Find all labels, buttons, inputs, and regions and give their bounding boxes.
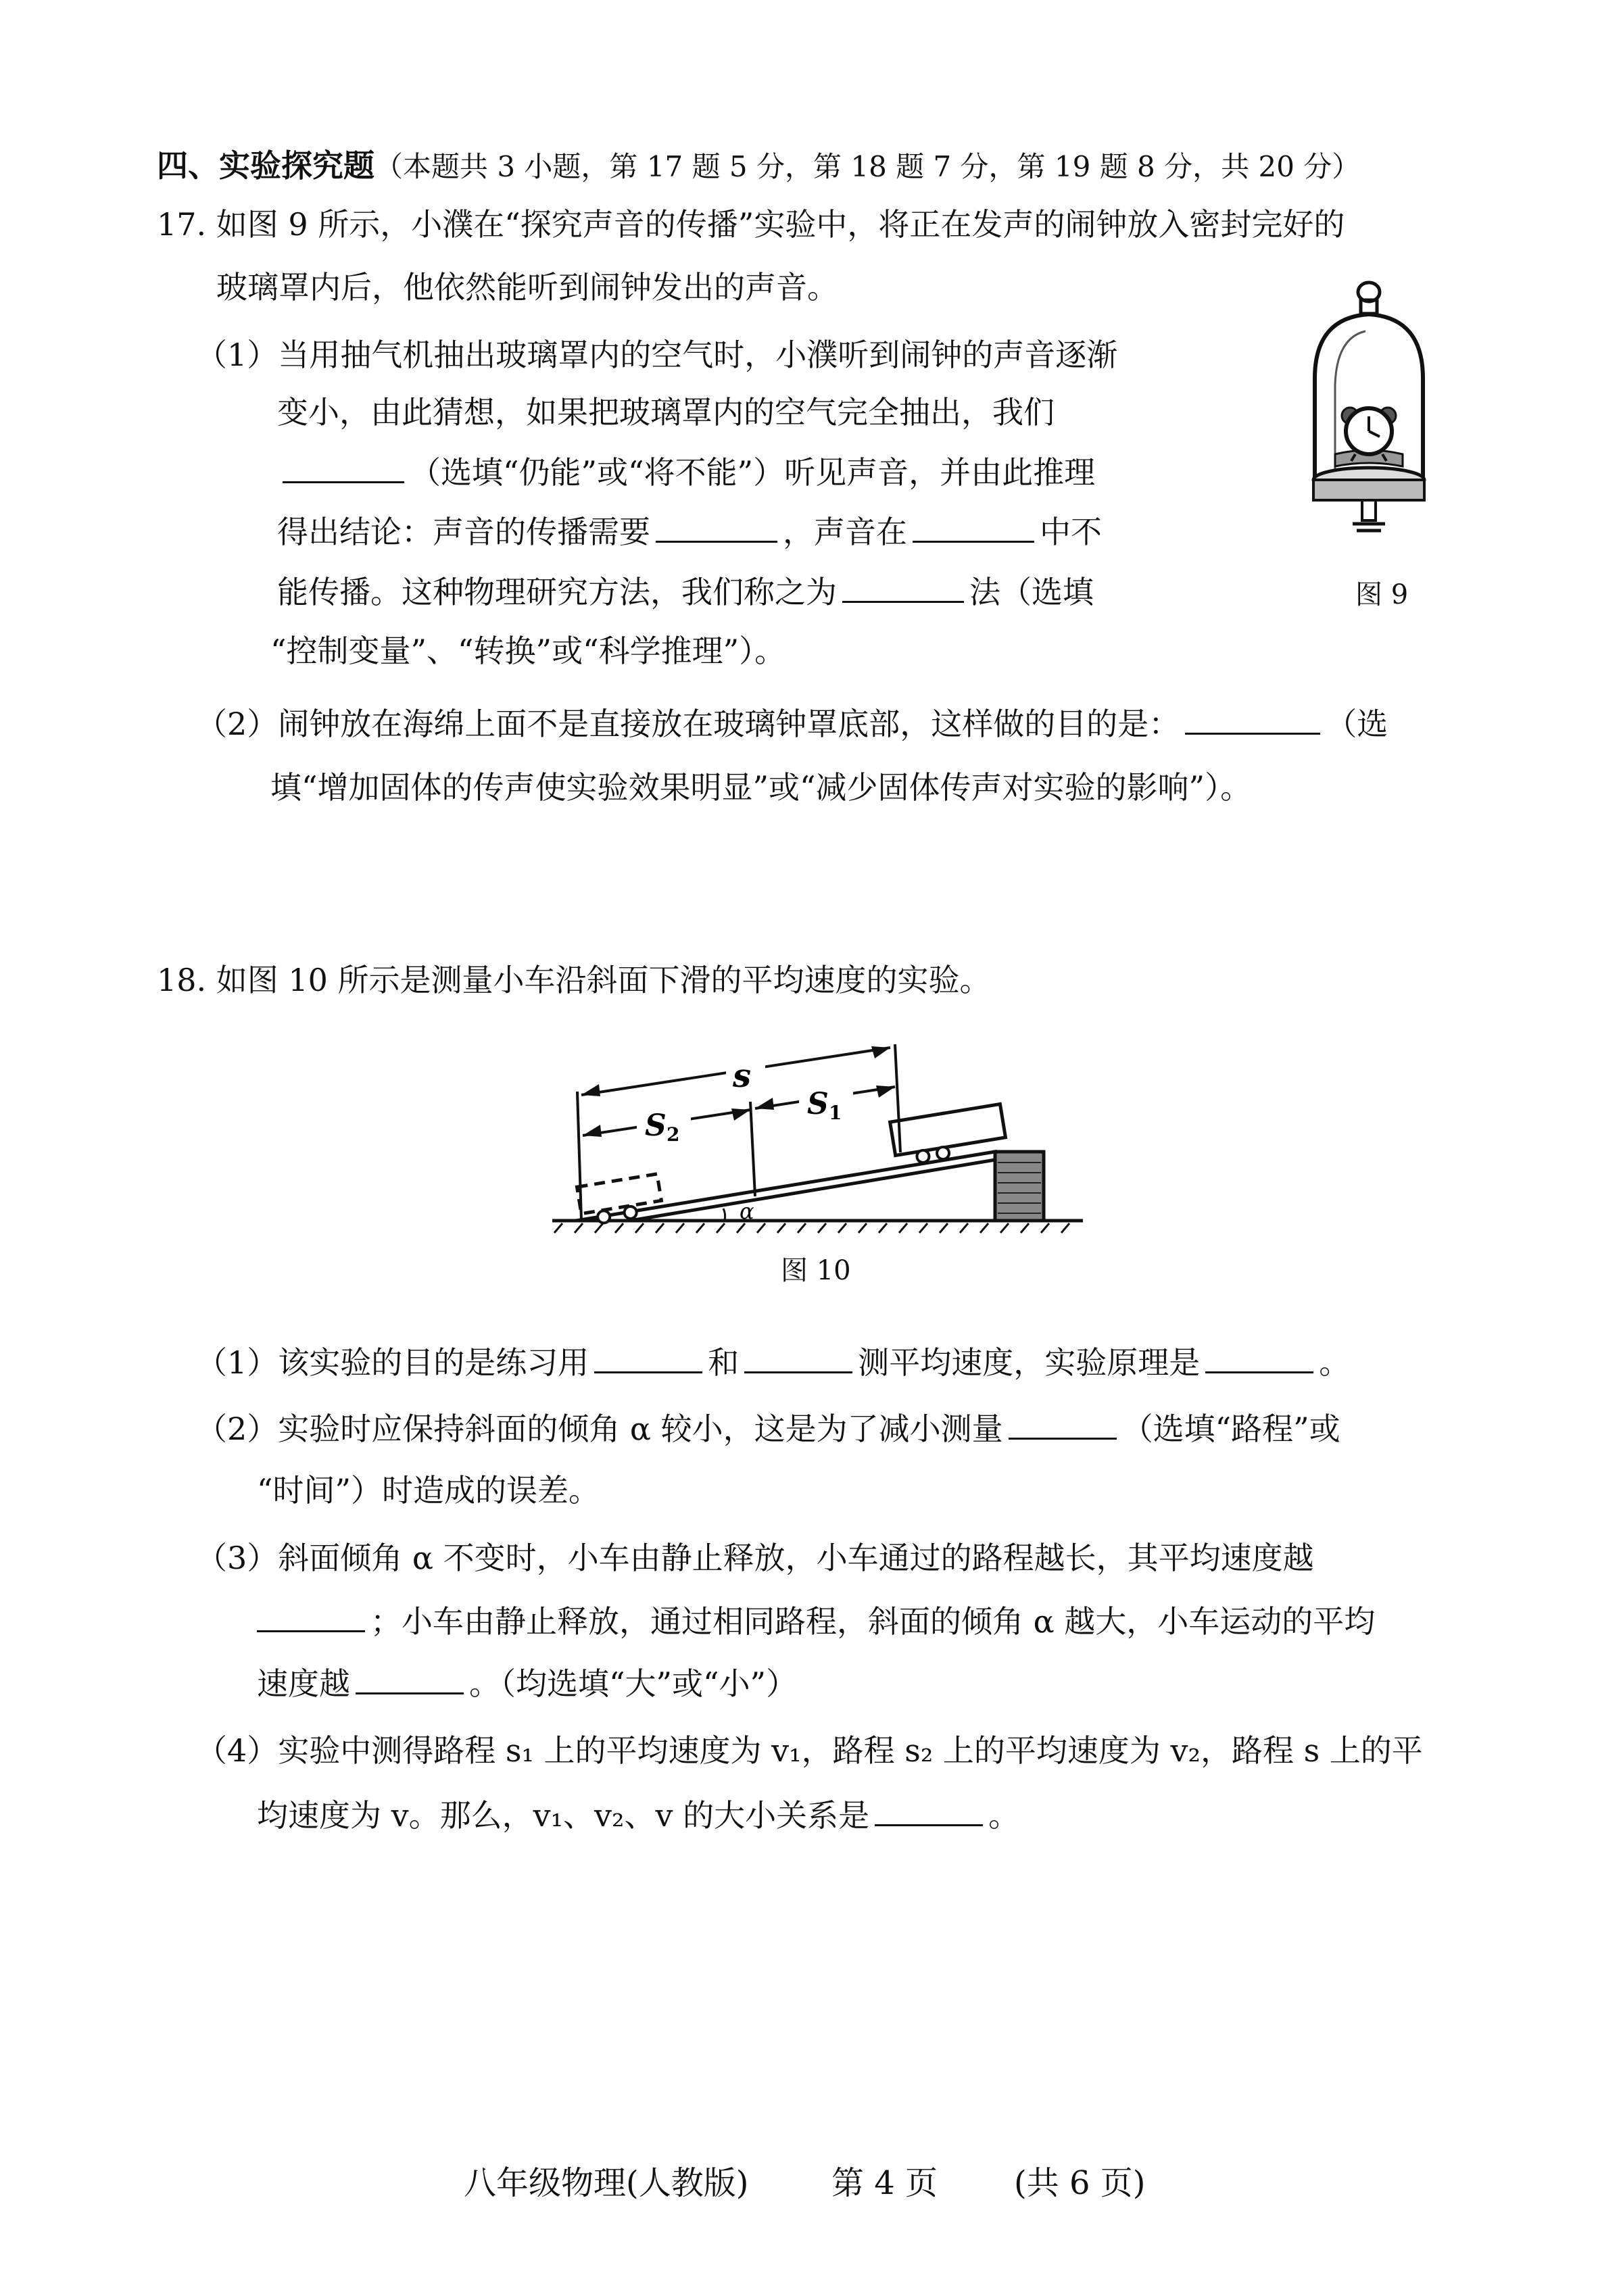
label-s: s <box>733 1057 752 1095</box>
q18-part2-text-1a: （2）实验时应保持斜面的倾角 α 较小，这是为了减小测量 <box>196 1411 1003 1447</box>
answer-blank[interactable] <box>842 571 964 603</box>
q17-part2-text-1a: （2）闹钟放在海绵上面不是直接放在玻璃钟罩底部，这样做的目的是： <box>196 706 1180 742</box>
incline-figure <box>549 1027 1090 1250</box>
q18-part3-line-3 <box>257 1663 797 1704</box>
q17-part2-line-2: 填“增加固体的传声使实验效果明显”或“减少固体传声对实验的影响”）。 <box>270 769 1252 806</box>
answer-blank[interactable] <box>656 511 777 543</box>
footer-subject: 八年级物理(人教版) <box>464 2164 749 2202</box>
answer-blank[interactable] <box>1205 1342 1313 1373</box>
figure-10-caption: 图 10 <box>781 1255 851 1286</box>
answer-blank[interactable] <box>875 1794 983 1826</box>
q17-part2-line-1 <box>196 703 1388 744</box>
answer-blank[interactable] <box>744 1342 852 1373</box>
answer-blank[interactable] <box>257 1601 365 1632</box>
q17-part1-line-3 <box>277 451 1095 493</box>
q18-part4-text-2b: 。 <box>988 1797 1020 1834</box>
answer-blank[interactable] <box>913 511 1034 543</box>
answer-blank[interactable] <box>594 1342 702 1373</box>
footer-page: 第 4 页 <box>831 2164 938 2202</box>
q18-part3-text-3b: 。（均选填“大”或“小”） <box>469 1665 798 1702</box>
q17-part1-text-5b: 法（选填 <box>969 574 1094 610</box>
label-s1: S <box>807 1087 829 1121</box>
footer-total: (共 6 页) <box>1014 2164 1146 2202</box>
answer-blank[interactable] <box>356 1663 464 1694</box>
q17-part1-text-5a: 能传播。这种物理研究方法，我们称之为 <box>277 574 837 610</box>
q18-part2-line-1 <box>196 1408 1340 1449</box>
q18-part3-line-1: （3）斜面倾角 α 不变时，小车由静止释放，小车通过的路程越长，其平均速度越 <box>196 1540 1314 1576</box>
q17-part1-text-3: （选填“仍能”或“将不能”）听见声音，并由此推理 <box>410 454 1096 491</box>
label-s2-subscript: 2 <box>667 1123 680 1146</box>
q17-part1-text-4a: 得出结论：声音的传播需要 <box>277 514 650 550</box>
q18-part1-text-b: 和 <box>708 1344 740 1381</box>
q17-part2-text-1b: （选 <box>1326 706 1388 742</box>
q18-part3-text-3a: 速度越 <box>257 1665 350 1702</box>
q18-part1-text-a: （1）该实验的目的是练习用 <box>196 1344 589 1381</box>
q17-part1-line-6: “控制变量”、“转换”或“科学推理”）。 <box>270 633 786 669</box>
q18-part3-text-2: ；小车由静止释放，通过相同路程，斜面的倾角 α 越大，小车运动的平均 <box>370 1603 1376 1640</box>
q17-part1-line-1: （1）当用抽气机抽出玻璃罩内的空气时，小濮听到闹钟的声音逐渐 <box>196 337 1118 373</box>
label-s2: S <box>645 1108 667 1143</box>
q17-part1-line-5 <box>277 571 1094 612</box>
q18-part4-line-2 <box>257 1794 1019 1836</box>
section-title: 四、实验探究题 <box>157 147 374 184</box>
figure-9-caption: 图 9 <box>1355 579 1409 610</box>
q18-part2-line-2: “时间”）时造成的误差。 <box>257 1472 600 1509</box>
q17-part1-text-4c: 中不 <box>1040 514 1102 550</box>
q18-part1 <box>196 1342 1350 1383</box>
answer-blank[interactable] <box>1185 703 1320 735</box>
q17-part1-line-4 <box>277 511 1102 552</box>
q18-part2-text-1b: （选填“路程”或 <box>1121 1411 1340 1447</box>
q18-part1-text-c: 测平均速度，实验原理是 <box>858 1344 1201 1381</box>
label-alpha: α <box>740 1198 754 1224</box>
q17-part1-line-2: 变小，由此猜想，如果把玻璃罩内的空气完全抽出，我们 <box>277 394 1055 431</box>
section-header <box>157 145 1360 187</box>
q18-part4-line-1: （4）实验中测得路程 s₁ 上的平均速度为 v₁，路程 s₂ 上的平均速度为 v₂，路程 s 上的平 <box>196 1732 1423 1769</box>
q17-part1-text-4b: ，声音在 <box>783 514 907 550</box>
section-note: （本题共 3 小题，第 17 题 5 分，第 18 题 7 分，第 19 题 8 分，共 20 分） <box>374 150 1361 183</box>
q17-stem-line-2: 玻璃罩内后，他依然能听到闹钟发出的声音。 <box>216 269 838 306</box>
q18-part4-text-2a: 均速度为 v。那么，v₁、v₂、v 的大小关系是 <box>257 1797 870 1834</box>
q17-stem-line-1: 17. 如图 9 所示，小濮在“探究声音的传播”实验中，将正在发声的闹钟放入密封完好的 <box>157 206 1345 243</box>
q18-stem: 18. 如图 10 所示是测量小车沿斜面下滑的平均速度的实验。 <box>157 962 991 998</box>
bell-jar-figure <box>1288 277 1450 547</box>
q18-part3-line-2 <box>257 1601 1375 1642</box>
q18-part1-text-d: 。 <box>1319 1344 1351 1381</box>
answer-blank[interactable] <box>283 451 404 483</box>
answer-blank[interactable] <box>1009 1408 1117 1440</box>
label-s1-subscript: 1 <box>829 1102 842 1124</box>
